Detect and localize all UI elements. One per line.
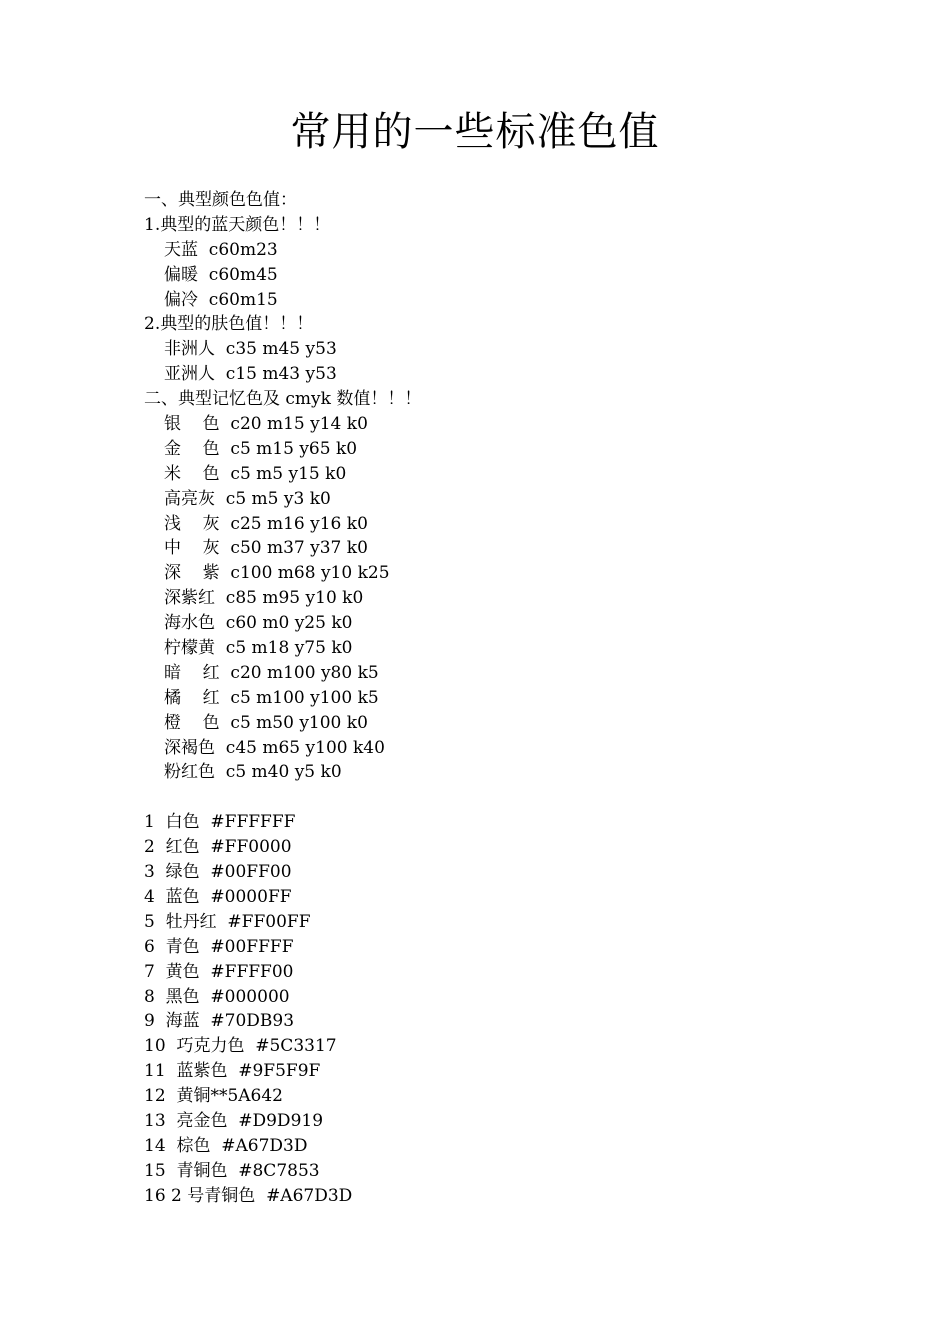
memory-color-item: 粉红色 c5 m40 y5 k0 <box>164 762 342 783</box>
page-title: 常用的一些标准色值 <box>290 109 660 155</box>
document-body <box>144 188 844 1209</box>
hex-color-item: 4 蓝色 #0000FF <box>144 886 292 907</box>
memory-color-item: 橙 色 c5 m50 y100 k0 <box>164 712 368 733</box>
subheading-sky-colors: 1.典型的蓝天颜色！！！ <box>144 214 331 235</box>
hex-color-item: 16 2 号青铜色 #A67D3D <box>144 1185 353 1206</box>
section-heading-typical-colors: 一、典型颜色色值： <box>144 190 297 210</box>
section-heading-memory-colors: 二、典型记忆色及 cmyk 数值！！！ <box>144 389 422 410</box>
hex-color-item: 6 青色 #00FFFF <box>144 936 294 957</box>
memory-color-item: 高亮灰 c5 m5 y3 k0 <box>164 488 331 509</box>
memory-color-item: 银 色 c20 m15 y14 k0 <box>164 414 368 435</box>
skin-color-item: 非洲人 c35 m45 y53 <box>164 339 337 360</box>
memory-color-item: 深紫红 c85 m95 y10 k0 <box>164 588 364 609</box>
hex-color-item: 7 黄色 #FFFF00 <box>144 961 294 982</box>
skin-color-item: 亚洲人 c15 m43 y53 <box>164 364 337 385</box>
memory-color-item: 金 色 c5 m15 y65 k0 <box>164 438 358 459</box>
memory-color-item: 中 灰 c50 m37 y37 k0 <box>164 538 368 559</box>
sky-color-item: 天蓝 c60m23 <box>164 239 278 260</box>
hex-color-item: 1 白色 #FFFFFF <box>144 812 296 833</box>
memory-color-item: 浅 灰 c25 m16 y16 k0 <box>164 513 368 534</box>
hex-color-item: 3 绿色 #00FF00 <box>144 862 292 883</box>
memory-color-item: 暗 红 c20 m100 y80 k5 <box>164 662 379 683</box>
memory-color-item: 深褐色 c45 m65 y100 k40 <box>164 737 385 758</box>
hex-color-item: 10 巧克力色 #5C3317 <box>144 1036 337 1057</box>
hex-color-item: 5 牡丹红 #FF00FF <box>144 911 311 932</box>
hex-color-item: 11 蓝紫色 #9F5F9F <box>144 1061 321 1082</box>
hex-color-item: 13 亮金色 #D9D919 <box>144 1110 324 1131</box>
subheading-skin-colors: 2.典型的肤色值！！！ <box>144 314 314 335</box>
memory-color-item: 米 色 c5 m5 y15 k0 <box>164 463 347 484</box>
hex-color-item: 9 海蓝 #70DB93 <box>144 1011 295 1032</box>
memory-color-item: 橘 红 c5 m100 y100 k5 <box>164 687 379 708</box>
hex-color-item: 2 红色 #FF0000 <box>144 837 292 858</box>
memory-color-item: 海水色 c60 m0 y25 k0 <box>164 613 353 634</box>
memory-color-item: 柠檬黄 c5 m18 y75 k0 <box>164 638 353 659</box>
hex-color-item: 8 黑色 #000000 <box>144 986 290 1007</box>
hex-color-item: 15 青铜色 #8C7853 <box>144 1160 320 1181</box>
sky-color-item: 偏冷 c60m15 <box>164 289 278 310</box>
hex-color-item: 14 棕色 #A67D3D <box>144 1135 308 1156</box>
hex-color-item: 12 黄铜**5A642 <box>144 1086 283 1107</box>
memory-color-item: 深 紫 c100 m68 y10 k25 <box>164 563 390 584</box>
sky-color-item: 偏暖 c60m45 <box>164 264 278 285</box>
blank-line <box>144 785 844 810</box>
